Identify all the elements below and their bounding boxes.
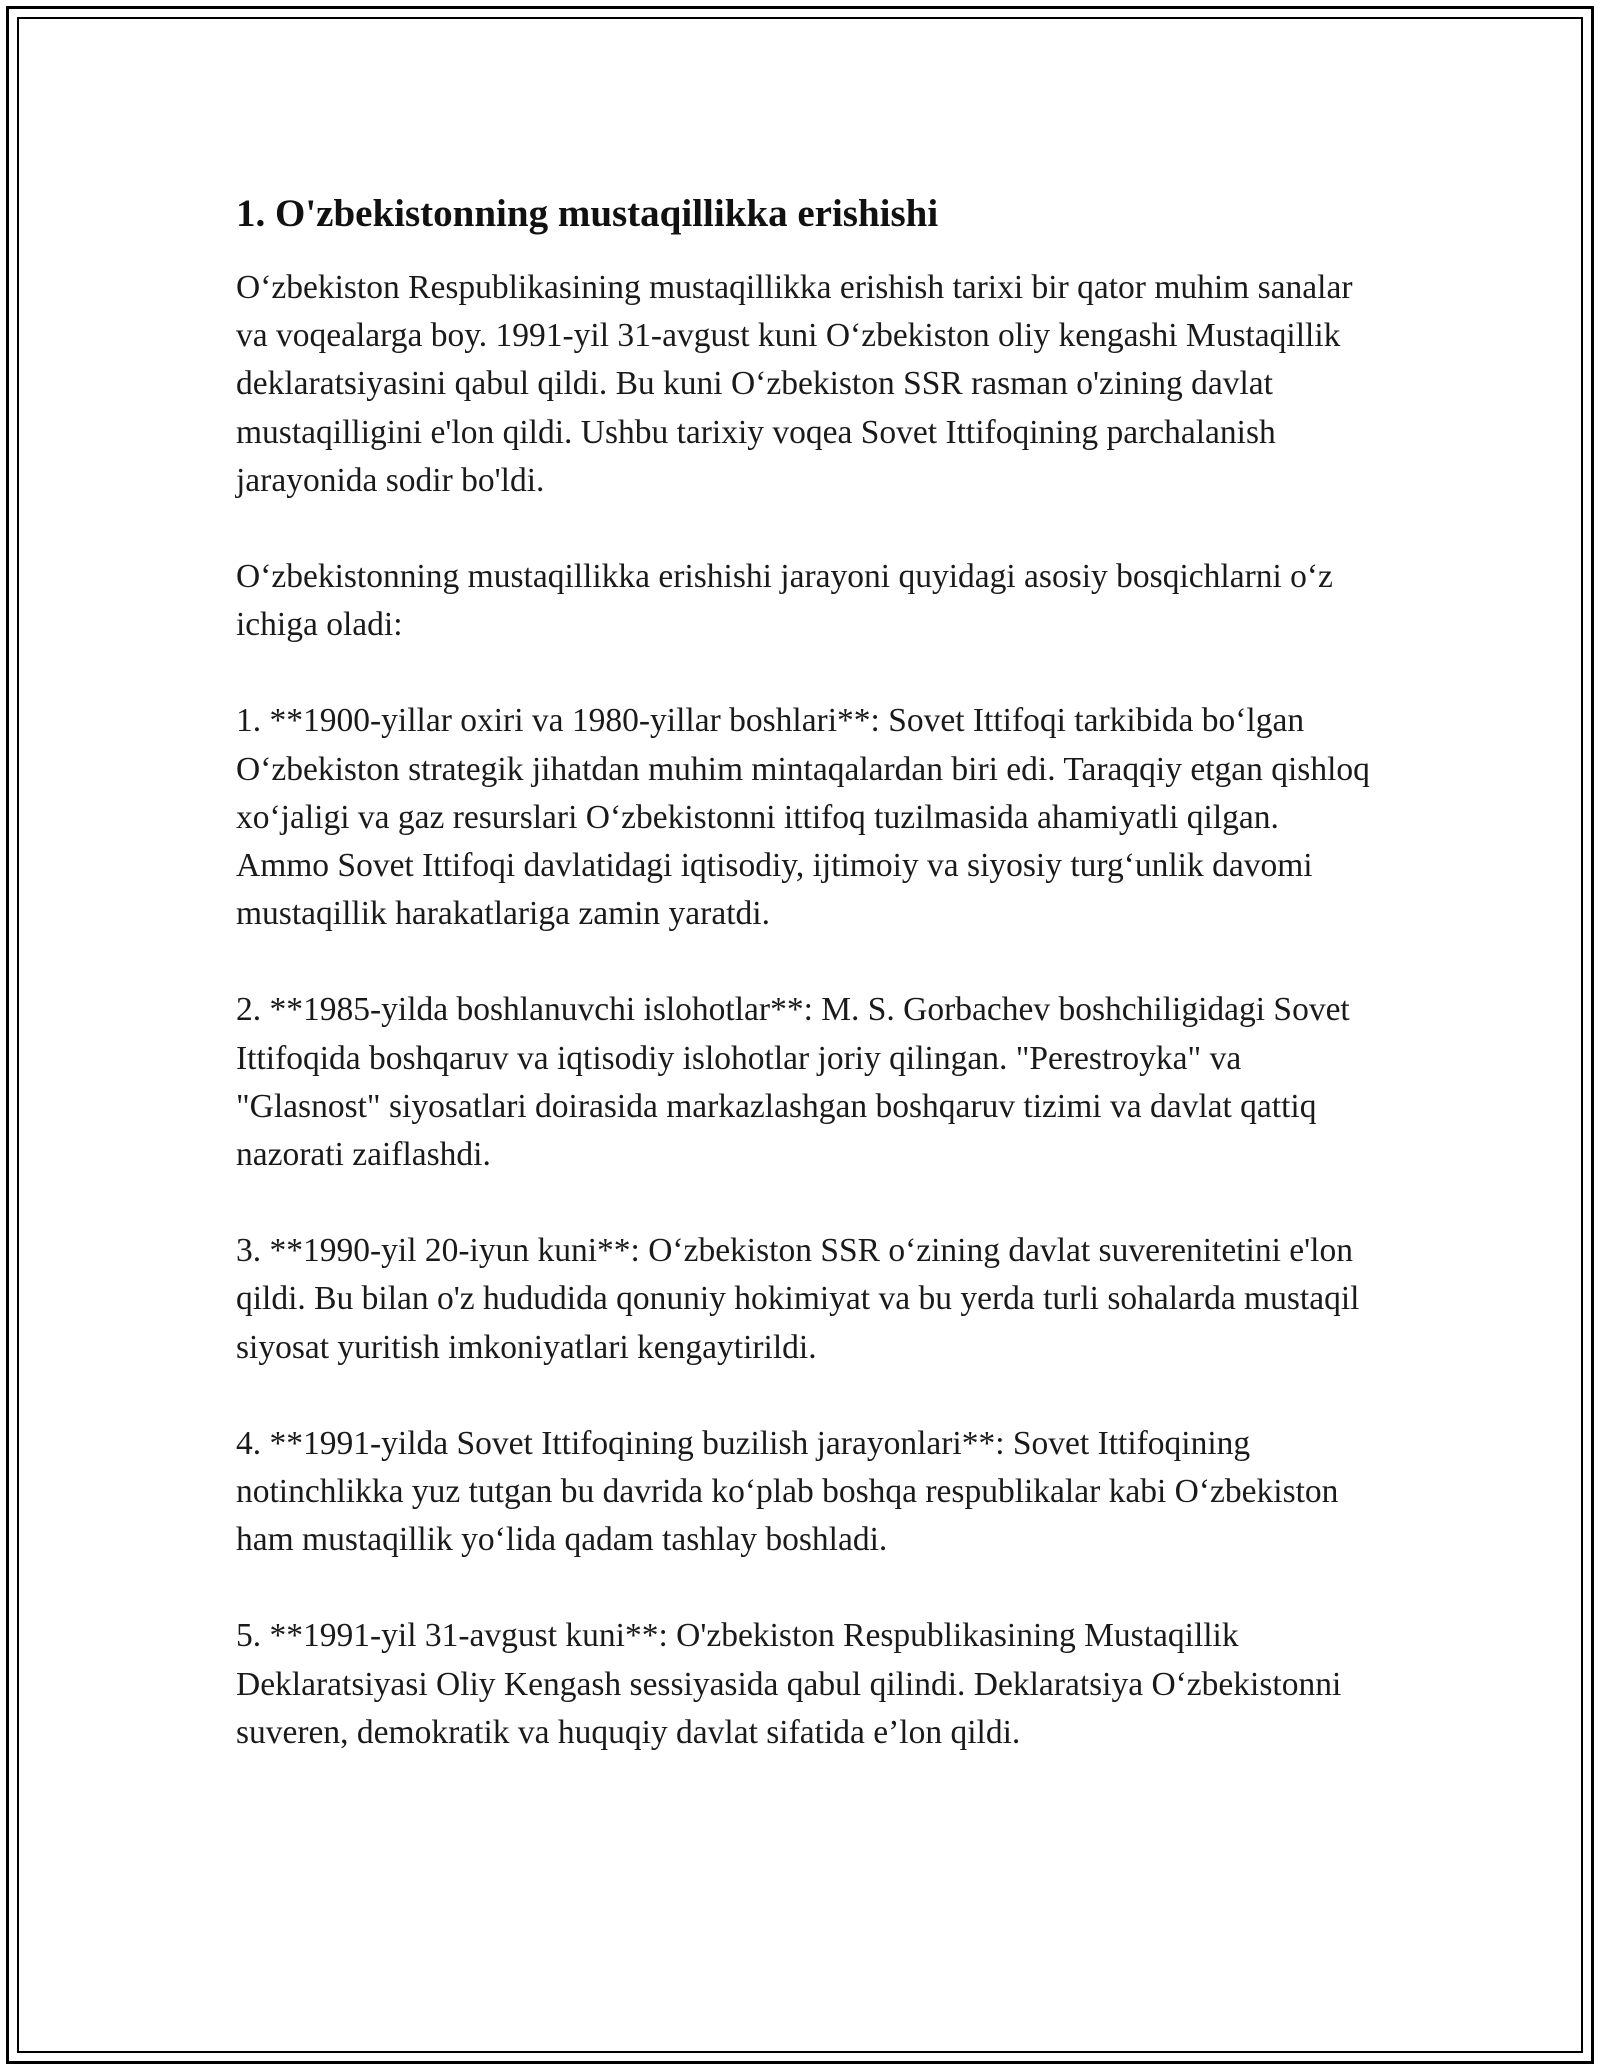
stage-2-paragraph: 2. **1985-yilda boshlanuvchi islohotlar**: M. S. Gorbachev boshchiligidagi Sovet Ittifoqida boshqaruv va iqtisodiy islohotlar joriy qilingan. "Perestroyka" va "Glasnost" siyosatlari doirasida markazlashgan boshqaruv tizimi va davlat qattiq nazorati zaiflashdi. — [236, 991, 1350, 1174]
stage-1-paragraph: 1. **1900-yillar oxiri va 1980-yillar boshlari**: Sovet Ittifoqi tarkibida bo‘lgan O‘zbekiston strategik jihatdan muhim mintaqalardan biri edi. Taraqqiy etgan qishloq xo‘jaligi va gaz resurslari O‘zbekistonni ittifoq tuzilmasida ahamiyatli qilgan. Ammo Sovet Ittifoqi davlatidagi iqtisodiy, ijtimoiy va siyosiy turg‘unlik davomi mustaqillik harakatlariga zamin yaratdi. — [236, 702, 1370, 933]
document-title: 1. O'zbekistonning mustaqillikka erishishi — [236, 192, 939, 235]
stage-3-paragraph: 3. **1990-yil 20-iyun kuni**: O‘zbekiston SSR o‘zining davlat suverenitetini e'lon qildi. Bu bilan o'z hududida qonuniy hokimiyat va bu yerda turli sohalarda mustaqil siyosat yuritish imkoniyatlari kengaytirildi. — [236, 1232, 1360, 1366]
stages-intro-paragraph: O‘zbekistonning mustaqillikka erishishi jarayoni quyidagi asosiy bosqichlarni o‘z ichiga oladi: — [236, 558, 1333, 644]
stage-5-paragraph: 5. **1991-yil 31-avgust kuni**: O'zbekiston Respublikasining Mustaqillik Deklaratsiyasi Oliy Kengash sessiyasida qabul qilindi. Deklaratsiya O‘zbekistonni suveren, demokratik va huquqiy davlat sifatida e’lon qildi. — [236, 1617, 1342, 1751]
stage-4-paragraph: 4. **1991-yilda Sovet Ittifoqining buzilish jarayonlari**: Sovet Ittifoqining notinchlikka yuz tutgan bu davrida ko‘plab boshqa respublikalar kabi O‘zbekiston ham mustaqillik yo‘lida qadam tashlay boshladi. — [236, 1424, 1339, 1559]
document-body — [236, 186, 1376, 1805]
intro-paragraph: O‘zbekiston Respublikasining mustaqillikka erishish tarixi bir qator muhim sanalar va voqealarga boy. 1991-yil 31-avgust kuni O‘zbekiston oliy kengashi Mustaqillik deklaratsiyasini qabul qildi. Bu kuni O‘zbekiston SSR rasman o'zining davlat mustaqilligini e'lon qildi. Ushbu tarixiy voqea Sovet Ittifoqining parchalanish jarayonida sodir bo'ldi. — [236, 269, 1353, 499]
